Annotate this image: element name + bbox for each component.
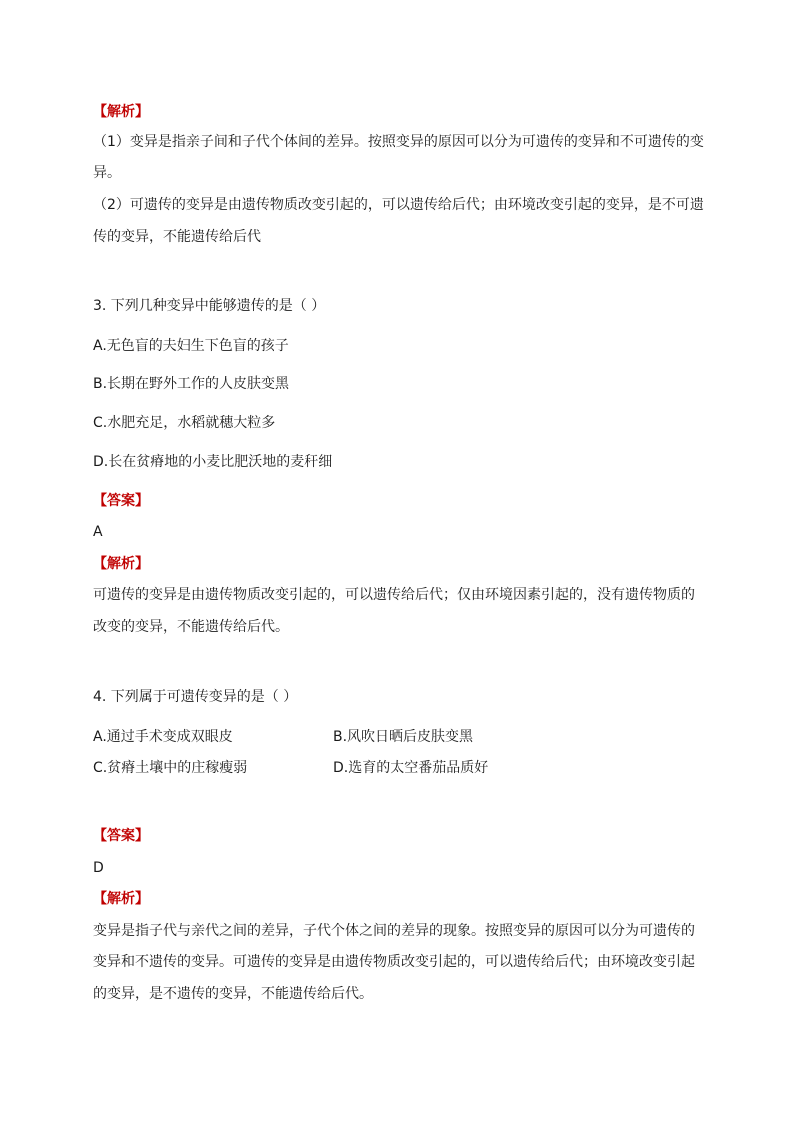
question-4-stem: 4. 下列属于可遗传变异的是（ ） <box>93 689 298 705</box>
analysis-text-line: 改变的变异，不能遗传给后代。 <box>93 619 289 635</box>
analysis-text-line: 的变异，是不遗传的变异，不能遗传给后代。 <box>93 986 373 1002</box>
analysis-heading: 【解析】 <box>93 556 149 572</box>
analysis-text-line: 传的变异，不能遗传给后代 <box>93 229 261 245</box>
question-3-option-b: B.长期在野外工作的人皮肤变黑 <box>93 376 290 392</box>
analysis-heading: 【解析】 <box>93 891 149 907</box>
analysis-heading: 【解析】 <box>93 104 149 120</box>
analysis-text-line: 变异是指子代与亲代之间的差异，子代个体之间的差异的现象。按照变异的原因可以分为可遗传的 <box>93 923 695 939</box>
question-3-answer: A <box>93 524 103 540</box>
analysis-text-line: （1）变异是指亲子间和子代个体间的差异。按照变异的原因可以分为可遗传的变异和不可遗传的变 <box>93 134 704 150</box>
question-3-option-c: C.水肥充足，水稻就穗大粒多 <box>93 415 276 431</box>
question-4-answer: D <box>93 860 104 876</box>
question-3-option-d: D.长在贫瘠地的小麦比肥沃地的麦秆细 <box>93 454 333 470</box>
analysis-text-line: （2）可遗传的变异是由遗传物质改变引起的，可以遗传给后代；由环境改变引起的变异，是不可遗 <box>93 197 704 213</box>
question-3-stem: 3. 下列几种变异中能够遗传的是（ ） <box>93 298 326 314</box>
question-3-option-a: A.无色盲的夫妇生下色盲的孩子 <box>93 338 289 354</box>
question-4-option-a: A.通过手术变成双眼皮 <box>93 729 233 745</box>
question-4-option-c: C.贫瘠土壤中的庄稼瘦弱 <box>93 760 248 776</box>
analysis-text-line: 变异和不遗传的变异。可遗传的变异是由遗传物质改变引起的，可以遗传给后代；由环境改变引起 <box>93 954 695 970</box>
analysis-text-line: 可遗传的变异是由遗传物质改变引起的，可以遗传给后代；仅由环境因素引起的，没有遗传物质的 <box>93 587 695 603</box>
answer-heading: 【答案】 <box>93 493 149 509</box>
analysis-text-line: 异。 <box>93 165 121 181</box>
question-4-option-d: D.选育的太空番茄品质好 <box>333 760 489 776</box>
question-4-option-b: B.风吹日晒后皮肤变黑 <box>333 729 474 745</box>
answer-heading: 【答案】 <box>93 828 149 844</box>
